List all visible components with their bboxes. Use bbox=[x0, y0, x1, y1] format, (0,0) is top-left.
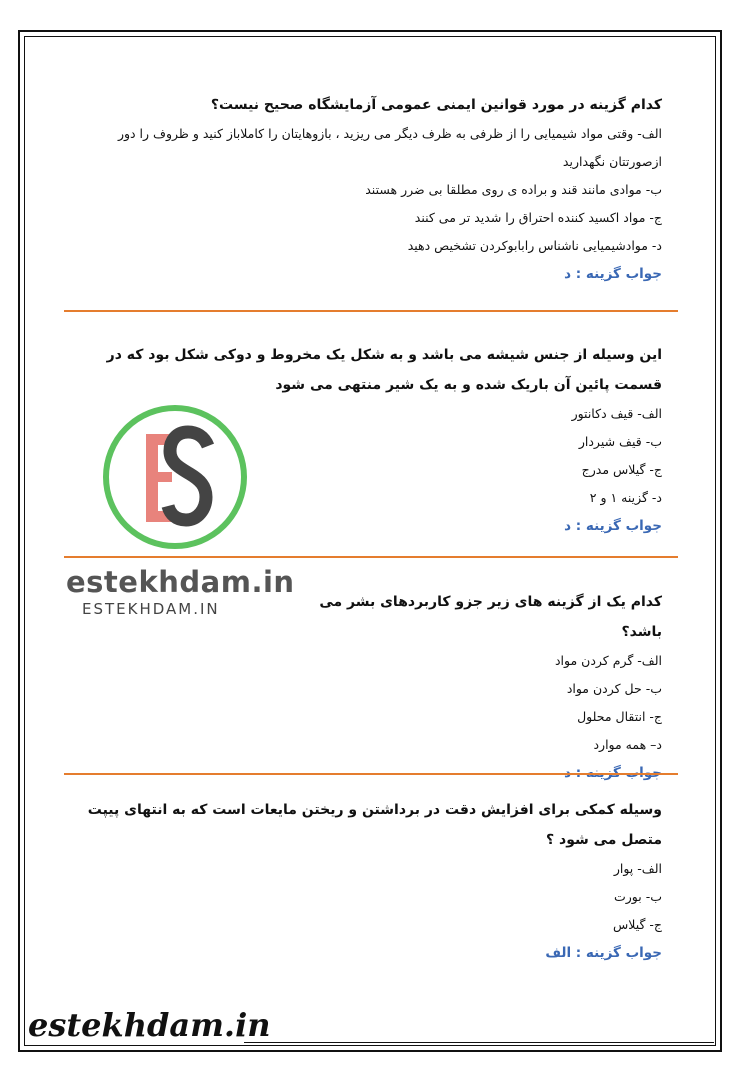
footer-line bbox=[244, 1042, 714, 1043]
estekhdam-logo bbox=[100, 402, 250, 552]
question-4 bbox=[62, 795, 662, 967]
question-4-title: وسیله کمکی برای افزایش دقت در برداشتن و ریختن مایعات است که به انتهای پیپت متصل می شود ؟ bbox=[87, 802, 662, 848]
question-3 bbox=[302, 587, 662, 787]
separator-2 bbox=[64, 556, 678, 558]
logo-letter-s bbox=[168, 432, 208, 520]
question-3-title: کدام یک از گزینه های زیر جزو کاربردهای بشر می باشد؟ bbox=[319, 594, 662, 640]
question-4-option-b: ب- بورت bbox=[614, 889, 662, 904]
question-3-option-b: ب- حل کردن مواد bbox=[566, 681, 662, 696]
question-3-option-a: الف- گرم کردن مواد bbox=[554, 653, 662, 668]
question-1-option-b: ب- موادی مانند قند و براده ی روی مطلقا بی ضرر هستند bbox=[365, 182, 662, 197]
question-2-option-a: الف- قیف دکانتور bbox=[571, 406, 662, 421]
logo-ring bbox=[106, 408, 244, 546]
watermark-site-large: estekhdam.in bbox=[66, 565, 295, 599]
separator-1 bbox=[64, 310, 678, 312]
watermark-site-small: ESTEKHDAM.IN bbox=[82, 600, 220, 618]
question-2-title: این وسیله از جنس شیشه می باشد و به شکل یک مخروط و دوکی شکل بود که در قسمت پائین آن باریک شده و به یک شیر منتهی می شود bbox=[106, 347, 662, 393]
question-1-option-c: ج- مواد اکسید کننده احتراق را شدید تر می کنند bbox=[414, 210, 662, 225]
question-1-answer: جواب گزینه : د bbox=[564, 266, 662, 282]
question-3-option-d: د– همه موارد bbox=[593, 737, 662, 752]
question-1-option-a: الف- وقتی مواد شیمیایی را از ظرفی به ظرف دیگر می ریزید ، بازوهایتان را کاملاباز کنید و ظروف را دور ازصورتتان نگهدارید bbox=[117, 126, 662, 169]
question-3-option-c: ج- انتقال محلول bbox=[577, 709, 662, 724]
question-2-option-c: ج- گیلاس مدرج bbox=[581, 462, 662, 477]
footer-signature: estekhdam.in bbox=[28, 1006, 271, 1044]
question-4-option-a: الف- پوار bbox=[613, 861, 662, 876]
question-2-option-d: د- گزینه ۱ و ۲ bbox=[589, 490, 662, 505]
question-4-answer: جواب گزینه : الف bbox=[545, 945, 662, 961]
question-1-title: کدام گزینه در مورد قوانین ایمنی عمومی آزمایشگاه صحیح نیست؟ bbox=[210, 97, 662, 113]
question-3-answer: جواب گزینه : د bbox=[564, 765, 662, 781]
question-2-option-b: ب- قیف شیردار bbox=[578, 434, 662, 449]
question-2-answer: جواب گزینه : د bbox=[564, 518, 662, 534]
question-4-option-c: ج- گیلاس bbox=[613, 917, 662, 932]
question-1-option-d: د- موادشیمیایی ناشناس رابابوکردن تشخیص دهید bbox=[407, 238, 662, 253]
question-1 bbox=[62, 90, 662, 288]
separator-3 bbox=[64, 773, 678, 775]
